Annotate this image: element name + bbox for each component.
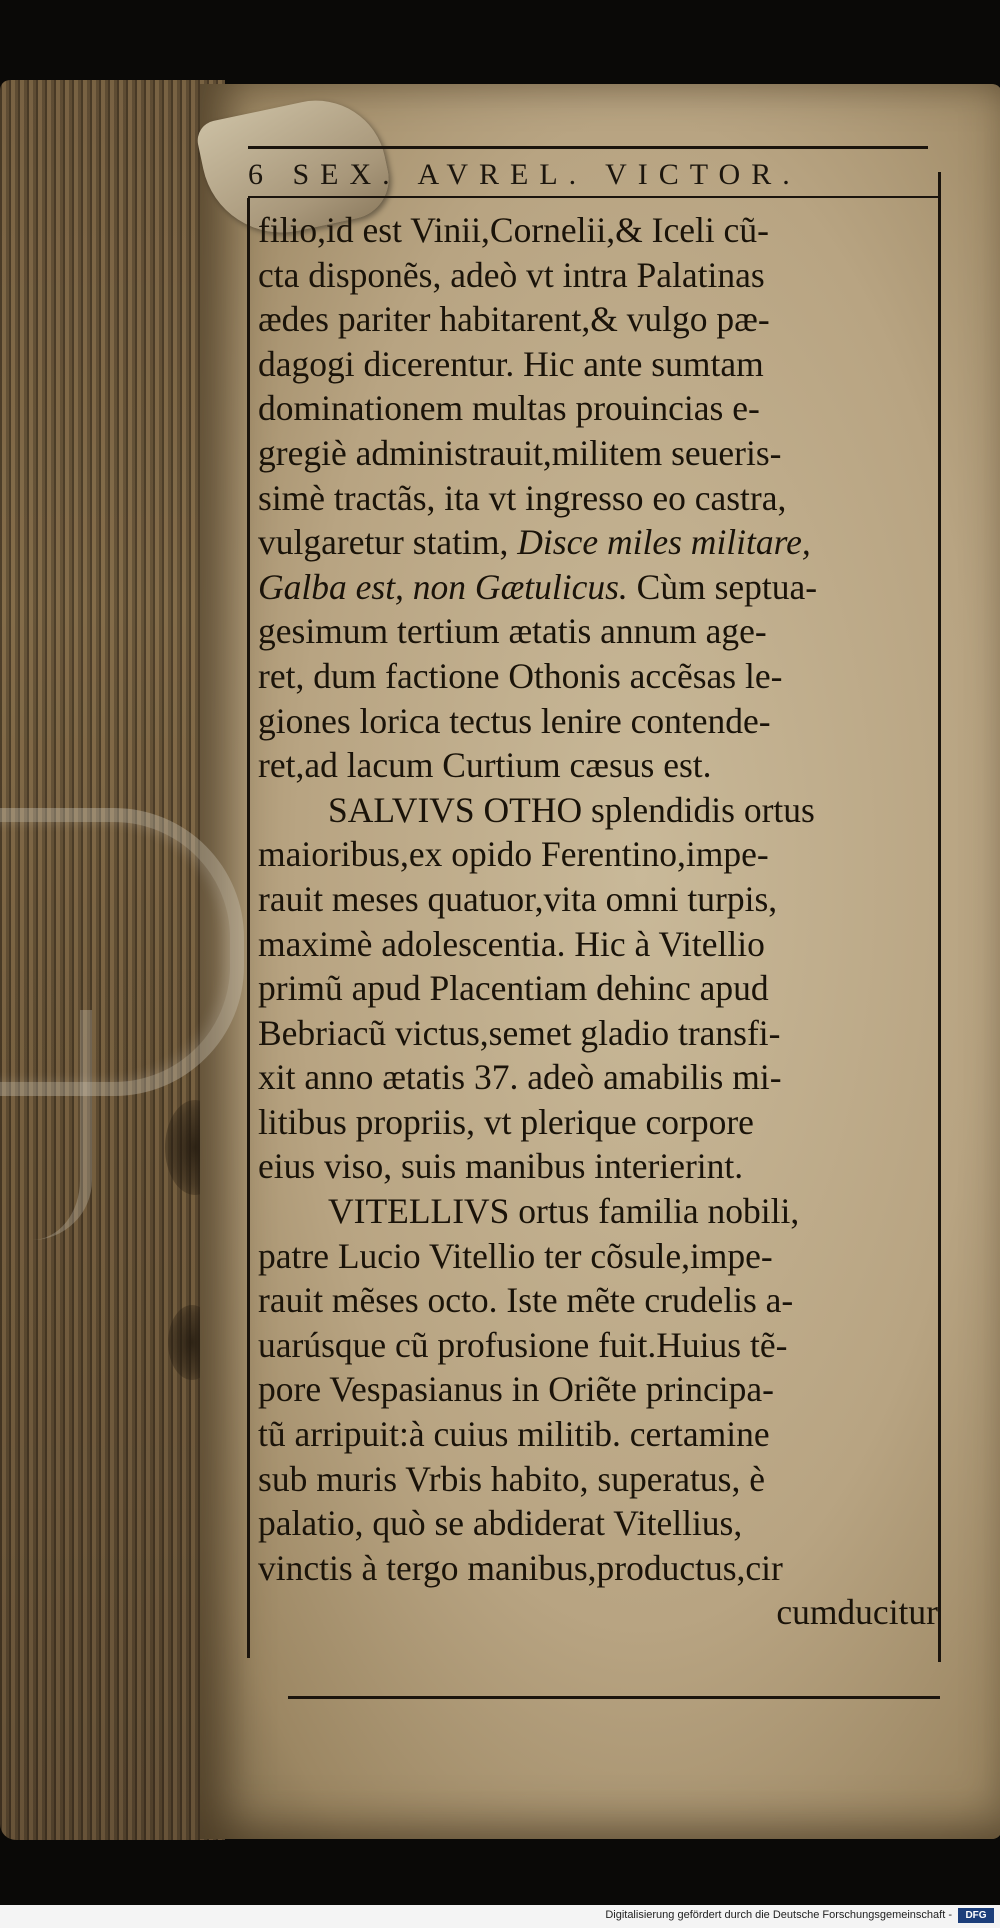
text-line: gesimum tertium ætatis annum age-: [258, 611, 767, 652]
frame-left-rule: [247, 198, 250, 1658]
text-line: Bebriacũ victus,semet gladio transfi-: [258, 1012, 781, 1053]
text-line: xit anno ætatis 37. adeò amabilis mi-: [258, 1057, 782, 1098]
text-line: ret, dum factione Othonis accẽsas le-: [258, 655, 783, 696]
running-head: 6 SEX. AVREL. VICTOR.: [248, 158, 801, 191]
text-line: litibus propriis, vt plerique corpore: [258, 1101, 754, 1142]
text-block: [258, 208, 948, 1635]
dfg-logo: DFG: [958, 1908, 994, 1923]
text-line: tũ arripuit:à cuius militib. certamine: [258, 1414, 770, 1455]
text-line: rauit meses quatuor,vita omni turpis,: [258, 878, 778, 919]
text-run: vulgaretur statim,: [258, 522, 518, 563]
text-line: giones lorica tectus lenire contende-: [258, 700, 771, 741]
text-line: sub muris Vrbis habito, superatus, è: [258, 1458, 765, 1499]
header-rule-lower: [248, 196, 938, 198]
digitization-credit: Digitalisierung gefördert durch die Deutsche Forschungsgemeinschaft -: [605, 1909, 952, 1921]
transparent-bookmark-tail: [0, 1010, 92, 1240]
text-line: VITELLIVS ortus familia nobili,: [328, 1191, 800, 1232]
text-line: pore Vespasianus in Oriẽte principa-: [258, 1369, 774, 1410]
text-line: maximè adolescentia. Hic à Vitellio: [258, 923, 765, 964]
text-line: dominationem multas prouincias e-: [258, 388, 760, 429]
text-line: cta disponẽs, adeò vt intra Palatinas: [258, 254, 765, 295]
text-line: filio,id est Vinii,Cornelii,& Iceli cũ-: [258, 210, 769, 250]
text-line: primũ apud Placentiam dehinc apud: [258, 968, 769, 1009]
text-line: ædes pariter habitarent,& vulgo pæ-: [258, 299, 770, 340]
text-line: gregiè administrauit,militem seueris-: [258, 432, 782, 473]
text-line: simè tractãs, ita vt ingresso eo castra,: [258, 477, 787, 518]
text-line: [258, 565, 948, 610]
text-line: [258, 520, 948, 565]
text-line: palatio, quò se abdiderat Vitellius,: [258, 1503, 743, 1544]
text-run: Galba est, non Gætulicus.: [258, 566, 628, 607]
header-rule: [248, 146, 928, 149]
text-line: maioribus,ex opido Ferentino,impe-: [258, 834, 769, 875]
text-line: eius viso, suis manibus interierint.: [258, 1146, 744, 1187]
text-line: vinctis à tergo manibus,productus,cir: [258, 1547, 783, 1588]
text-run: Disce miles militare,: [517, 522, 811, 563]
text-line: rauit mẽses octo. Iste mẽte crudelis a-: [258, 1280, 794, 1321]
footer-rule: [288, 1696, 940, 1699]
text-run: Cùm septua-: [627, 566, 818, 607]
text-line: SALVIVS OTHO splendidis ortus: [328, 789, 815, 830]
text-line: ret,ad lacum Curtium cæsus est.: [258, 745, 712, 786]
text-line: uarúsque cũ profusione fuit.Huius tẽ-: [258, 1324, 788, 1365]
text-line: dagogi dicerentur. Hic ante sumtam: [258, 343, 764, 384]
catchword: cumducitur: [776, 1592, 938, 1633]
text-line: patre Lucio Vitellio ter cõsule,impe-: [258, 1235, 773, 1276]
